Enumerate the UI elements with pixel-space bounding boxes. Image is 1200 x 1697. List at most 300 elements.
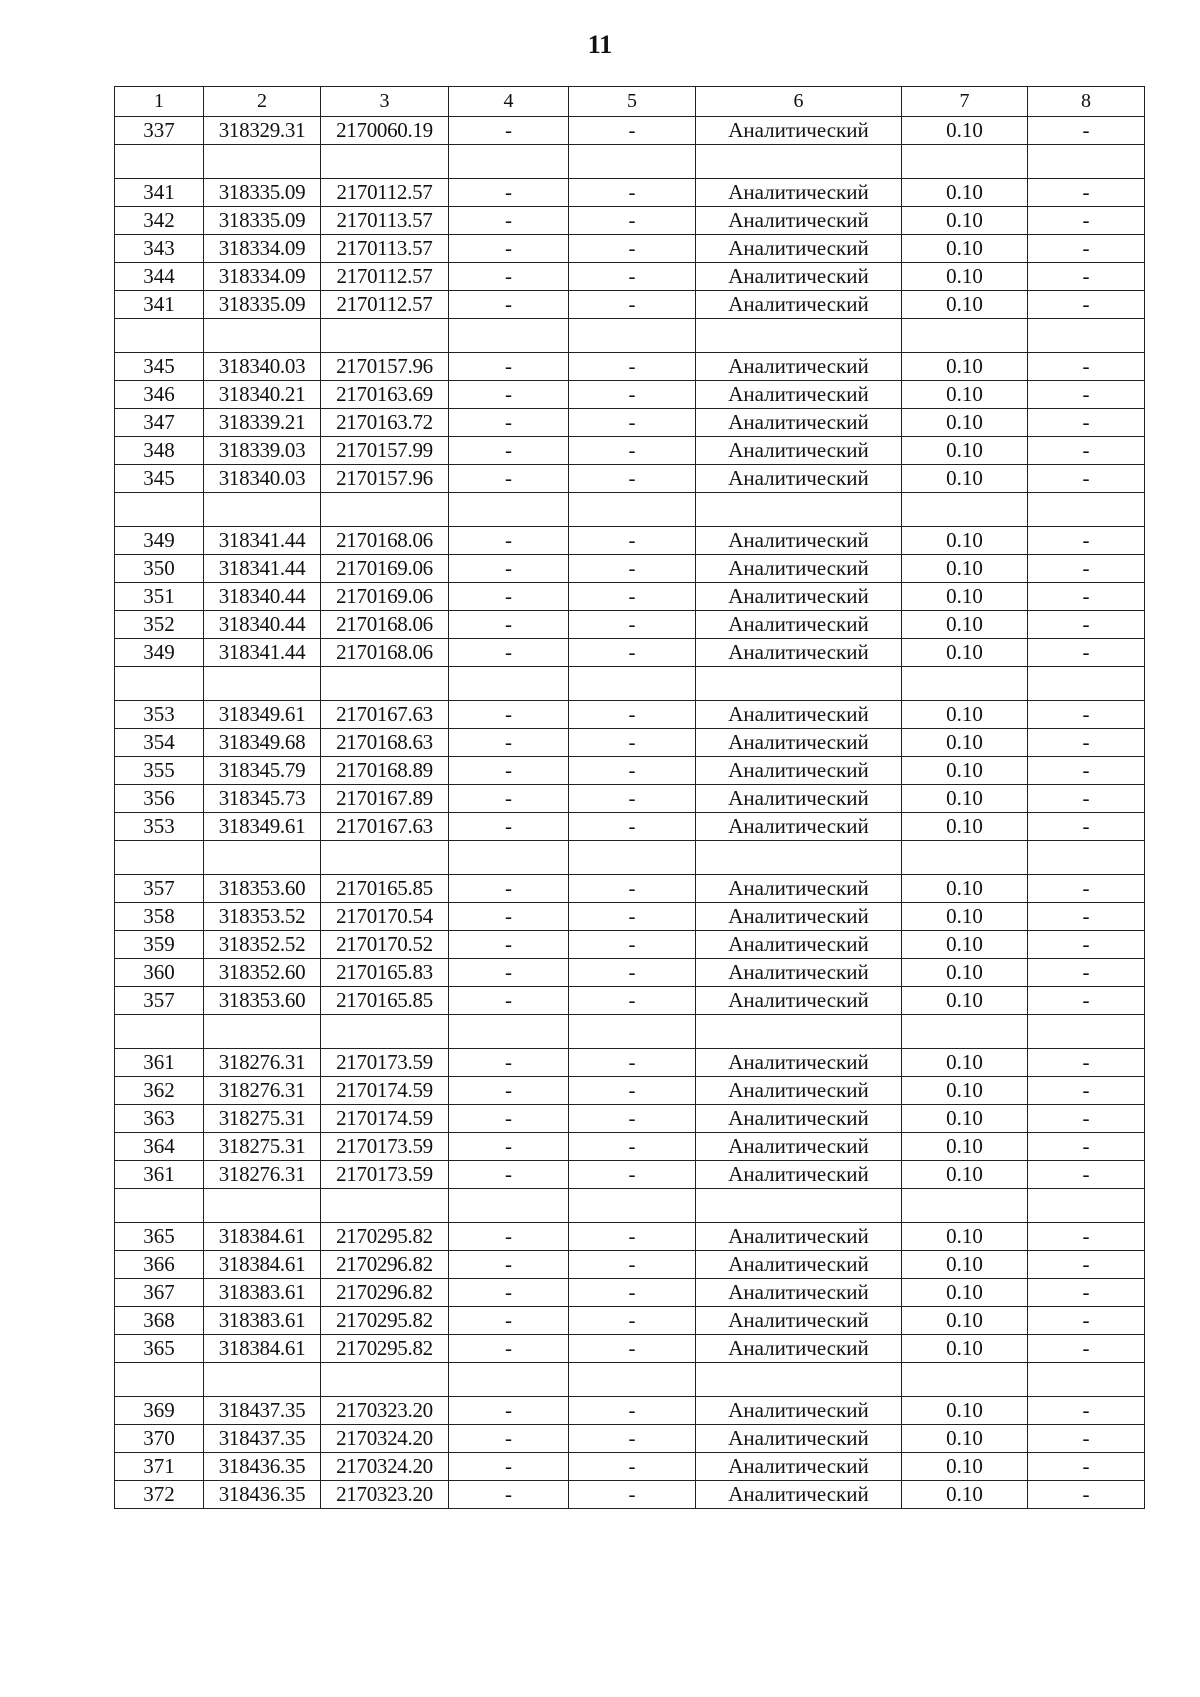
point-number-cell: 369 (115, 1397, 204, 1425)
empty-cell (569, 1363, 696, 1397)
group-separator-row (115, 493, 1145, 527)
method-cell: Аналитический (696, 1307, 902, 1335)
col-8-cell: - (1028, 1425, 1145, 1453)
table-row (115, 611, 1145, 639)
table-row (115, 903, 1145, 931)
x-coordinate-cell: 318340.21 (204, 381, 321, 409)
col-8-cell: - (1028, 729, 1145, 757)
empty-cell (902, 1189, 1028, 1223)
empty-cell (1028, 319, 1145, 353)
method-cell: Аналитический (696, 353, 902, 381)
empty-cell (204, 1189, 321, 1223)
col-8-cell: - (1028, 1133, 1145, 1161)
col-8-cell: - (1028, 1307, 1145, 1335)
col-5-cell: - (569, 527, 696, 555)
method-cell: Аналитический (696, 381, 902, 409)
accuracy-cell: 0.10 (902, 465, 1028, 493)
empty-cell (1028, 493, 1145, 527)
empty-cell (321, 667, 449, 701)
x-coordinate-cell: 318345.79 (204, 757, 321, 785)
table-row (115, 1481, 1145, 1509)
table-row (115, 353, 1145, 381)
column-header: 3 (321, 87, 449, 117)
col-8-cell: - (1028, 813, 1145, 841)
col-5-cell: - (569, 611, 696, 639)
col-4-cell: - (449, 263, 569, 291)
y-coordinate-cell: 2170165.85 (321, 987, 449, 1015)
accuracy-cell: 0.10 (902, 931, 1028, 959)
empty-cell (321, 493, 449, 527)
x-coordinate-cell: 318353.60 (204, 875, 321, 903)
col-5-cell: - (569, 1133, 696, 1161)
method-cell: Аналитический (696, 1425, 902, 1453)
accuracy-cell: 0.10 (902, 1049, 1028, 1077)
accuracy-cell: 0.10 (902, 381, 1028, 409)
col-4-cell: - (449, 1453, 569, 1481)
col-5-cell: - (569, 1049, 696, 1077)
table-row (115, 1397, 1145, 1425)
col-8-cell: - (1028, 1105, 1145, 1133)
table-row (115, 409, 1145, 437)
col-4-cell: - (449, 1105, 569, 1133)
y-coordinate-cell: 2170113.57 (321, 207, 449, 235)
col-8-cell: - (1028, 701, 1145, 729)
coordinates-table (114, 86, 1145, 1509)
col-8-cell: - (1028, 527, 1145, 555)
point-number-cell: 341 (115, 179, 204, 207)
point-number-cell: 357 (115, 987, 204, 1015)
x-coordinate-cell: 318276.31 (204, 1077, 321, 1105)
accuracy-cell: 0.10 (902, 1251, 1028, 1279)
table-row (115, 1133, 1145, 1161)
method-cell: Аналитический (696, 527, 902, 555)
table-row (115, 583, 1145, 611)
empty-cell (321, 841, 449, 875)
method-cell: Аналитический (696, 1077, 902, 1105)
point-number-cell: 358 (115, 903, 204, 931)
table-row (115, 527, 1145, 555)
accuracy-cell: 0.10 (902, 1105, 1028, 1133)
point-number-cell: 361 (115, 1049, 204, 1077)
y-coordinate-cell: 2170173.59 (321, 1133, 449, 1161)
table-row (115, 931, 1145, 959)
y-coordinate-cell: 2170296.82 (321, 1279, 449, 1307)
col-8-cell: - (1028, 1077, 1145, 1105)
x-coordinate-cell: 318353.52 (204, 903, 321, 931)
method-cell: Аналитический (696, 409, 902, 437)
col-5-cell: - (569, 785, 696, 813)
point-number-cell: 350 (115, 555, 204, 583)
accuracy-cell: 0.10 (902, 437, 1028, 465)
method-cell: Аналитический (696, 263, 902, 291)
col-8-cell: - (1028, 1335, 1145, 1363)
y-coordinate-cell: 2170168.06 (321, 611, 449, 639)
accuracy-cell: 0.10 (902, 701, 1028, 729)
empty-cell (115, 1015, 204, 1049)
x-coordinate-cell: 318339.03 (204, 437, 321, 465)
col-5-cell: - (569, 875, 696, 903)
x-coordinate-cell: 318334.09 (204, 263, 321, 291)
accuracy-cell: 0.10 (902, 729, 1028, 757)
col-4-cell: - (449, 527, 569, 555)
col-4-cell: - (449, 813, 569, 841)
col-5-cell: - (569, 1161, 696, 1189)
col-5-cell: - (569, 409, 696, 437)
x-coordinate-cell: 318349.68 (204, 729, 321, 757)
col-5-cell: - (569, 353, 696, 381)
x-coordinate-cell: 318383.61 (204, 1307, 321, 1335)
method-cell: Аналитический (696, 235, 902, 263)
col-4-cell: - (449, 959, 569, 987)
accuracy-cell: 0.10 (902, 207, 1028, 235)
empty-cell (569, 667, 696, 701)
accuracy-cell: 0.10 (902, 555, 1028, 583)
x-coordinate-cell: 318275.31 (204, 1105, 321, 1133)
column-header: 2 (204, 87, 321, 117)
table-row (115, 1223, 1145, 1251)
col-4-cell: - (449, 1223, 569, 1251)
accuracy-cell: 0.10 (902, 1307, 1028, 1335)
col-5-cell: - (569, 583, 696, 611)
col-4-cell: - (449, 207, 569, 235)
column-header: 6 (696, 87, 902, 117)
empty-cell (115, 841, 204, 875)
method-cell: Аналитический (696, 813, 902, 841)
col-8-cell: - (1028, 583, 1145, 611)
method-cell: Аналитический (696, 729, 902, 757)
accuracy-cell: 0.10 (902, 1279, 1028, 1307)
col-5-cell: - (569, 1223, 696, 1251)
method-cell: Аналитический (696, 1049, 902, 1077)
col-8-cell: - (1028, 381, 1145, 409)
col-4-cell: - (449, 987, 569, 1015)
col-8-cell: - (1028, 117, 1145, 145)
x-coordinate-cell: 318384.61 (204, 1335, 321, 1363)
y-coordinate-cell: 2170295.82 (321, 1307, 449, 1335)
point-number-cell: 354 (115, 729, 204, 757)
x-coordinate-cell: 318341.44 (204, 527, 321, 555)
x-coordinate-cell: 318349.61 (204, 813, 321, 841)
accuracy-cell: 0.10 (902, 1077, 1028, 1105)
y-coordinate-cell: 2170167.89 (321, 785, 449, 813)
empty-cell (902, 667, 1028, 701)
empty-cell (204, 841, 321, 875)
group-separator-row (115, 1015, 1145, 1049)
point-number-cell: 355 (115, 757, 204, 785)
col-5-cell: - (569, 179, 696, 207)
y-coordinate-cell: 2170112.57 (321, 179, 449, 207)
empty-cell (204, 145, 321, 179)
method-cell: Аналитический (696, 437, 902, 465)
table-row (115, 729, 1145, 757)
col-5-cell: - (569, 959, 696, 987)
point-number-cell: 353 (115, 701, 204, 729)
col-5-cell: - (569, 931, 696, 959)
table-header-row (115, 87, 1145, 117)
y-coordinate-cell: 2170174.59 (321, 1105, 449, 1133)
col-8-cell: - (1028, 1397, 1145, 1425)
empty-cell (696, 1015, 902, 1049)
col-5-cell: - (569, 987, 696, 1015)
table-row (115, 757, 1145, 785)
empty-cell (204, 667, 321, 701)
accuracy-cell: 0.10 (902, 583, 1028, 611)
table-row (115, 701, 1145, 729)
table-row (115, 875, 1145, 903)
col-4-cell: - (449, 701, 569, 729)
method-cell: Аналитический (696, 1397, 902, 1425)
y-coordinate-cell: 2170168.63 (321, 729, 449, 757)
empty-cell (115, 1189, 204, 1223)
empty-cell (204, 1015, 321, 1049)
col-8-cell: - (1028, 263, 1145, 291)
empty-cell (569, 493, 696, 527)
empty-cell (321, 319, 449, 353)
col-8-cell: - (1028, 757, 1145, 785)
y-coordinate-cell: 2170157.96 (321, 353, 449, 381)
accuracy-cell: 0.10 (902, 903, 1028, 931)
empty-cell (115, 1363, 204, 1397)
empty-cell (204, 493, 321, 527)
x-coordinate-cell: 318352.60 (204, 959, 321, 987)
table-row (115, 1279, 1145, 1307)
accuracy-cell: 0.10 (902, 179, 1028, 207)
y-coordinate-cell: 2170165.83 (321, 959, 449, 987)
point-number-cell: 360 (115, 959, 204, 987)
col-4-cell: - (449, 1307, 569, 1335)
col-4-cell: - (449, 1481, 569, 1509)
empty-cell (569, 145, 696, 179)
point-number-cell: 371 (115, 1453, 204, 1481)
col-4-cell: - (449, 1425, 569, 1453)
accuracy-cell: 0.10 (902, 353, 1028, 381)
table-row (115, 813, 1145, 841)
point-number-cell: 366 (115, 1251, 204, 1279)
method-cell: Аналитический (696, 959, 902, 987)
method-cell: Аналитический (696, 987, 902, 1015)
point-number-cell: 372 (115, 1481, 204, 1509)
empty-cell (1028, 841, 1145, 875)
col-4-cell: - (449, 1251, 569, 1279)
y-coordinate-cell: 2170174.59 (321, 1077, 449, 1105)
method-cell: Аналитический (696, 583, 902, 611)
group-separator-row (115, 319, 1145, 353)
col-4-cell: - (449, 1397, 569, 1425)
accuracy-cell: 0.10 (902, 291, 1028, 319)
empty-cell (696, 493, 902, 527)
method-cell: Аналитический (696, 117, 902, 145)
table-row (115, 1077, 1145, 1105)
page-number: 11 (587, 30, 613, 59)
empty-cell (902, 841, 1028, 875)
empty-cell (204, 319, 321, 353)
method-cell: Аналитический (696, 1223, 902, 1251)
x-coordinate-cell: 318352.52 (204, 931, 321, 959)
col-5-cell: - (569, 729, 696, 757)
point-number-cell: 343 (115, 235, 204, 263)
col-8-cell: - (1028, 959, 1145, 987)
empty-cell (449, 667, 569, 701)
y-coordinate-cell: 2170168.06 (321, 639, 449, 667)
x-coordinate-cell: 318340.03 (204, 465, 321, 493)
col-5-cell: - (569, 437, 696, 465)
accuracy-cell: 0.10 (902, 235, 1028, 263)
x-coordinate-cell: 318436.35 (204, 1481, 321, 1509)
y-coordinate-cell: 2170112.57 (321, 291, 449, 319)
col-4-cell: - (449, 235, 569, 263)
accuracy-cell: 0.10 (902, 409, 1028, 437)
col-4-cell: - (449, 1335, 569, 1363)
col-5-cell: - (569, 207, 696, 235)
x-coordinate-cell: 318339.21 (204, 409, 321, 437)
table-row (115, 639, 1145, 667)
col-4-cell: - (449, 903, 569, 931)
method-cell: Аналитический (696, 1453, 902, 1481)
col-5-cell: - (569, 639, 696, 667)
x-coordinate-cell: 318437.35 (204, 1397, 321, 1425)
y-coordinate-cell: 2170169.06 (321, 555, 449, 583)
col-8-cell: - (1028, 903, 1145, 931)
empty-cell (1028, 1015, 1145, 1049)
empty-cell (902, 1015, 1028, 1049)
y-coordinate-cell: 2170157.96 (321, 465, 449, 493)
x-coordinate-cell: 318329.31 (204, 117, 321, 145)
y-coordinate-cell: 2170167.63 (321, 701, 449, 729)
group-separator-row (115, 1189, 1145, 1223)
y-coordinate-cell: 2170295.82 (321, 1223, 449, 1251)
empty-cell (1028, 667, 1145, 701)
accuracy-cell: 0.10 (902, 1223, 1028, 1251)
table-row (115, 1425, 1145, 1453)
col-5-cell: - (569, 701, 696, 729)
empty-cell (569, 1189, 696, 1223)
col-5-cell: - (569, 1335, 696, 1363)
empty-cell (321, 1363, 449, 1397)
col-5-cell: - (569, 757, 696, 785)
point-number-cell: 342 (115, 207, 204, 235)
col-8-cell: - (1028, 235, 1145, 263)
method-cell: Аналитический (696, 903, 902, 931)
y-coordinate-cell: 2170168.06 (321, 527, 449, 555)
x-coordinate-cell: 318345.73 (204, 785, 321, 813)
empty-cell (696, 319, 902, 353)
empty-cell (449, 319, 569, 353)
col-5-cell: - (569, 903, 696, 931)
x-coordinate-cell: 318341.44 (204, 639, 321, 667)
empty-cell (696, 667, 902, 701)
method-cell: Аналитический (696, 785, 902, 813)
point-number-cell: 361 (115, 1161, 204, 1189)
group-separator-row (115, 841, 1145, 875)
y-coordinate-cell: 2170168.89 (321, 757, 449, 785)
col-4-cell: - (449, 729, 569, 757)
x-coordinate-cell: 318349.61 (204, 701, 321, 729)
empty-cell (696, 1363, 902, 1397)
table-row (115, 1307, 1145, 1335)
col-4-cell: - (449, 1161, 569, 1189)
x-coordinate-cell: 318335.09 (204, 179, 321, 207)
method-cell: Аналитический (696, 1105, 902, 1133)
group-separator-row (115, 1363, 1145, 1397)
empty-cell (204, 1363, 321, 1397)
table-row (115, 1251, 1145, 1279)
col-5-cell: - (569, 1481, 696, 1509)
col-8-cell: - (1028, 1279, 1145, 1307)
col-4-cell: - (449, 353, 569, 381)
x-coordinate-cell: 318353.60 (204, 987, 321, 1015)
col-4-cell: - (449, 291, 569, 319)
point-number-cell: 346 (115, 381, 204, 409)
empty-cell (902, 1363, 1028, 1397)
table-row (115, 117, 1145, 145)
col-4-cell: - (449, 1279, 569, 1307)
col-5-cell: - (569, 1397, 696, 1425)
table-row (115, 1335, 1145, 1363)
accuracy-cell: 0.10 (902, 1425, 1028, 1453)
group-separator-row (115, 667, 1145, 701)
y-coordinate-cell: 2170112.57 (321, 263, 449, 291)
y-coordinate-cell: 2170296.82 (321, 1251, 449, 1279)
col-5-cell: - (569, 813, 696, 841)
accuracy-cell: 0.10 (902, 263, 1028, 291)
method-cell: Аналитический (696, 555, 902, 583)
point-number-cell: 368 (115, 1307, 204, 1335)
table-row (115, 1161, 1145, 1189)
empty-cell (569, 841, 696, 875)
col-8-cell: - (1028, 987, 1145, 1015)
method-cell: Аналитический (696, 465, 902, 493)
col-5-cell: - (569, 465, 696, 493)
x-coordinate-cell: 318276.31 (204, 1161, 321, 1189)
col-8-cell: - (1028, 639, 1145, 667)
accuracy-cell: 0.10 (902, 987, 1028, 1015)
empty-cell (696, 145, 902, 179)
y-coordinate-cell: 2170173.59 (321, 1161, 449, 1189)
empty-cell (115, 319, 204, 353)
y-coordinate-cell: 2170173.59 (321, 1049, 449, 1077)
empty-cell (1028, 1189, 1145, 1223)
col-8-cell: - (1028, 1481, 1145, 1509)
y-coordinate-cell: 2170163.72 (321, 409, 449, 437)
accuracy-cell: 0.10 (902, 1161, 1028, 1189)
col-8-cell: - (1028, 291, 1145, 319)
point-number-cell: 347 (115, 409, 204, 437)
empty-cell (449, 145, 569, 179)
empty-cell (449, 1015, 569, 1049)
col-4-cell: - (449, 117, 569, 145)
method-cell: Аналитический (696, 757, 902, 785)
accuracy-cell: 0.10 (902, 1397, 1028, 1425)
point-number-cell: 345 (115, 353, 204, 381)
point-number-cell: 348 (115, 437, 204, 465)
y-coordinate-cell: 2170060.19 (321, 117, 449, 145)
point-number-cell: 345 (115, 465, 204, 493)
col-8-cell: - (1028, 1049, 1145, 1077)
empty-cell (1028, 1363, 1145, 1397)
col-5-cell: - (569, 1453, 696, 1481)
empty-cell (569, 1015, 696, 1049)
x-coordinate-cell: 318436.35 (204, 1453, 321, 1481)
method-cell: Аналитический (696, 1161, 902, 1189)
x-coordinate-cell: 318334.09 (204, 235, 321, 263)
accuracy-cell: 0.10 (902, 959, 1028, 987)
col-8-cell: - (1028, 409, 1145, 437)
col-8-cell: - (1028, 875, 1145, 903)
col-8-cell: - (1028, 611, 1145, 639)
y-coordinate-cell: 2170324.20 (321, 1453, 449, 1481)
table-row (115, 959, 1145, 987)
column-header: 8 (1028, 87, 1145, 117)
